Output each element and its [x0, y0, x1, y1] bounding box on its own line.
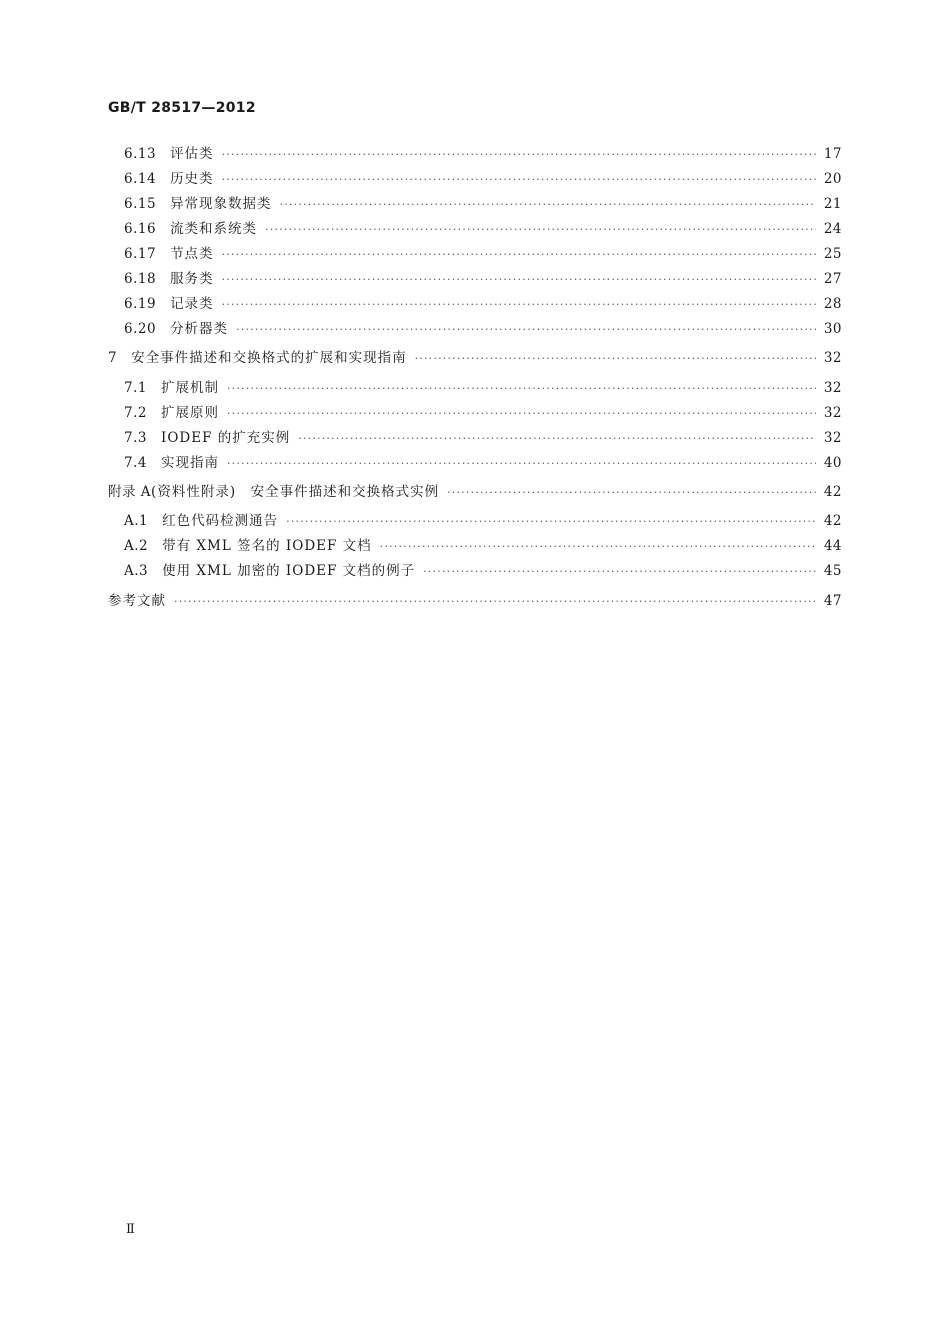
toc-entry-number: 6.14: [124, 171, 157, 187]
toc-entry-title: 实现指南: [160, 455, 219, 471]
toc-leader-dots: [174, 592, 816, 612]
toc-entry-title: 安全事件描述和交换格式的扩展和实现指南: [131, 350, 407, 366]
toc-entry-appendix-a[interactable]: [108, 482, 842, 502]
toc-entry-6-13[interactable]: [124, 144, 842, 164]
toc-leader-dots: [380, 537, 816, 557]
toc-entry-number: 7.2: [124, 405, 147, 421]
toc-entry-title: IODEF 的扩充实例: [160, 430, 291, 446]
toc-entry-title: 异常现象数据类: [170, 196, 272, 212]
toc-leader-dots: [280, 195, 816, 215]
toc-entry-page: 45: [823, 563, 842, 579]
toc-entry-title: 流类和系统类: [170, 221, 258, 237]
toc-entry-a-2[interactable]: [124, 536, 842, 556]
toc-leader-dots: [227, 379, 816, 399]
toc-entry-title: 使用 XML 加密的 IODEF 文档的例子: [162, 563, 416, 579]
toc-leader-dots: [447, 483, 816, 503]
toc-entry-6-17[interactable]: [124, 244, 842, 264]
toc-entry-title: 扩展原则: [160, 405, 219, 421]
toc-leader-dots: [222, 245, 816, 265]
toc-entry-number: 6.16: [124, 221, 157, 237]
toc-entry-page: 42: [823, 484, 842, 500]
toc-leader-dots: [222, 295, 816, 315]
toc-entry-6-18[interactable]: [124, 269, 842, 289]
toc-entry-title: 分析器类: [170, 321, 229, 337]
standard-code: GB/T 28517—2012: [108, 100, 256, 116]
toc-leader-dots: [423, 562, 816, 582]
toc-entry-6-15[interactable]: [124, 194, 842, 214]
toc-entry-number: 附录 A: [108, 484, 152, 500]
toc-entry-title: 服务类: [170, 271, 214, 287]
toc-entry-7-4[interactable]: [124, 453, 842, 473]
toc-entry-number: 6.18: [124, 271, 157, 287]
toc-leader-dots: [415, 349, 816, 369]
toc-entry-page: 17: [823, 146, 842, 162]
toc-entry-page: 24: [823, 221, 842, 237]
toc-leader-dots: [227, 404, 816, 424]
toc-leader-dots: [286, 512, 816, 532]
toc-entry-page: 32: [823, 350, 842, 366]
toc-entry-6-19[interactable]: [124, 294, 842, 314]
toc-entry-page: 32: [823, 380, 842, 396]
toc-entry-title: 参考文献: [108, 593, 166, 609]
toc-entry-page: 21: [823, 196, 842, 212]
page-number: Ⅱ: [126, 1222, 135, 1237]
toc-leader-dots: [222, 145, 816, 165]
toc-entry-title: 扩展机制: [160, 380, 219, 396]
toc-entry-number: 6.13: [124, 146, 157, 162]
toc-entry-page: 25: [823, 246, 842, 262]
toc-entry-number: 6.17: [124, 246, 157, 262]
toc-leader-dots: [298, 429, 816, 449]
toc-entry-7-1[interactable]: [124, 378, 842, 398]
toc-entry-number: A.2: [124, 538, 149, 554]
toc-leader-dots: [236, 320, 816, 340]
toc-entry-page: 42: [823, 513, 842, 529]
toc-leader-dots: [222, 270, 816, 290]
toc-entry-title: (资料性附录) 安全事件描述和交换格式实例: [151, 484, 440, 500]
toc-entry-title: 节点类: [170, 246, 214, 262]
toc-entry-page: 20: [823, 171, 842, 187]
toc-entry-7[interactable]: [108, 348, 842, 368]
toc-entry-references[interactable]: [108, 591, 842, 611]
toc-entry-number: 6.20: [124, 321, 157, 337]
toc-entry-number: 7.1: [124, 380, 147, 396]
toc-entry-7-2[interactable]: [124, 403, 842, 423]
toc-entry-page: 27: [823, 271, 842, 287]
toc-entry-number: 7: [108, 350, 118, 366]
toc-entry-title: 带有 XML 签名的 IODEF 文档: [162, 538, 372, 554]
toc-entry-number: A.3: [124, 563, 149, 579]
toc-entry-page: 30: [823, 321, 842, 337]
toc-entry-page: 32: [823, 405, 842, 421]
toc-entry-number: 6.15: [124, 196, 157, 212]
toc-entry-page: 28: [823, 296, 842, 312]
toc-entry-page: 47: [823, 593, 842, 609]
toc-entry-7-3[interactable]: [124, 428, 842, 448]
toc-entry-6-14[interactable]: [124, 169, 842, 189]
toc-entry-number: 7.4: [124, 455, 147, 471]
toc-entry-6-16[interactable]: [124, 219, 842, 239]
toc-entry-number: 6.19: [124, 296, 157, 312]
toc-leader-dots: [227, 454, 816, 474]
toc-entry-number: A.1: [124, 513, 149, 529]
toc-entry-page: 44: [823, 538, 842, 554]
toc-entry-a-3[interactable]: [124, 561, 842, 581]
toc-leader-dots: [265, 220, 816, 240]
toc-entry-page: 40: [823, 455, 842, 471]
toc-entry-page: 32: [823, 430, 842, 446]
toc-leader-dots: [222, 170, 816, 190]
toc-entry-title: 记录类: [170, 296, 214, 312]
toc-entry-title: 评估类: [170, 146, 214, 162]
toc-entry-number: 7.3: [124, 430, 147, 446]
toc-entry-6-20[interactable]: [124, 319, 842, 339]
toc-entry-title: 历史类: [170, 171, 214, 187]
toc-entry-title: 红色代码检测通告: [162, 513, 279, 529]
toc-entry-a-1[interactable]: [124, 511, 842, 531]
